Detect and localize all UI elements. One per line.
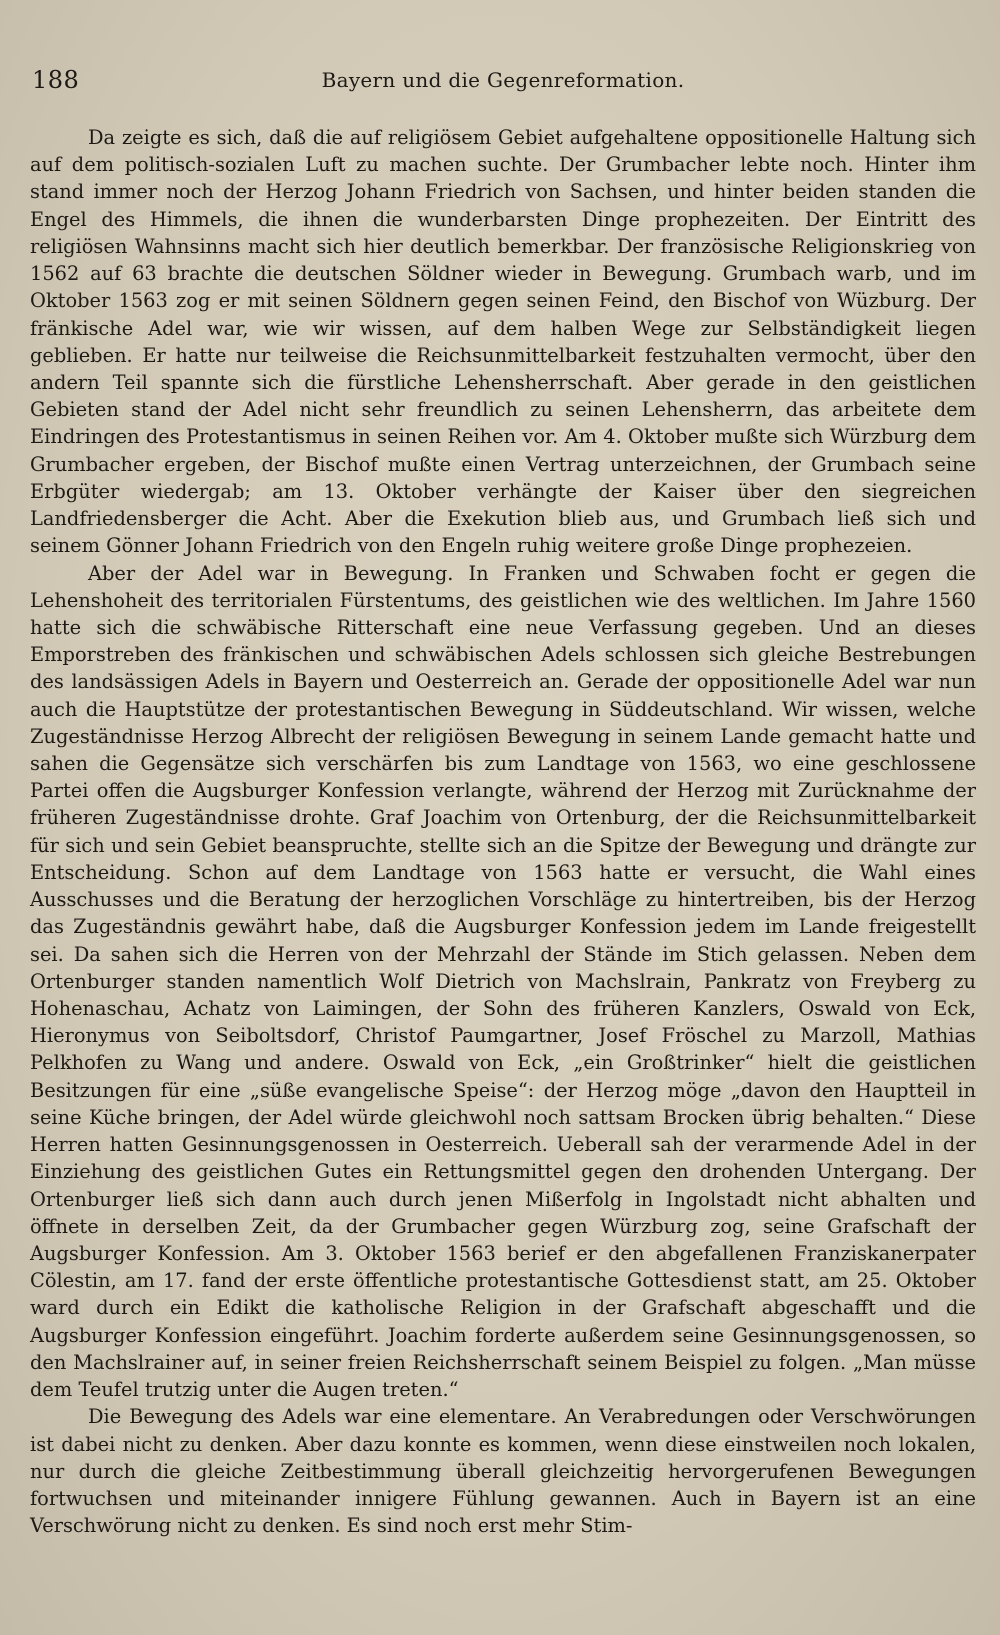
page-number: 188 [32, 66, 80, 94]
paragraph-1: Da zeigte es sich, daß die auf religiösem Gebiet aufgehaltene oppositionelle Haltung sich auf dem politisch-sozialen Luft zu machen suchte. Der Grumbacher lebte noch. Hinter ihm stand immer noch der Herzog Johann Friedrich von Sachsen, und hinter beiden standen die Engel des Himmels, die ihnen die wunderbarsten Dinge prophezeiten. Der Eintritt des religiösen Wahnsinns macht sich hier deutlich bemerkbar. Der französische Religionskrieg von 1562 auf 63 brachte die deutschen Söldner wieder in Bewegung. Grumbach warb, und im Oktober 1563 zog er mit seinen Söldnern gegen seinen Feind, den Bischof von Wüzburg. Der fränkische Adel war, wie wir wissen, auf dem halben Wege zur Selbständigkeit liegen geblieben. Er hatte nur teilweise die Reichsunmittelbarkeit festzuhalten vermocht, über den andern Teil spannte sich die fürstliche Lehensherrschaft. Aber gerade in den geistlichen Gebieten stand der Adel nicht sehr freundlich zu seinen Lehensherrn, das arbeitete dem Eindringen des Protestantismus in seinen Reihen vor. Am 4. Oktober mußte sich Würzburg dem Grumbacher ergeben, der Bischof mußte einen Vertrag unterzeichnen, der Grumbach seine Erbgüter wiedergab; am 13. Oktober verhängte der Kaiser über den siegreichen Landfriedensberger die Acht. Aber die Exekution blieb aus, und Grumbach ließ sich und seinem Gönner Johann Friedrich von den Engeln ruhig weitere große Dinge prophezeien. [30, 126, 976, 558]
paragraph-2: Aber der Adel war in Bewegung. In Franken und Schwaben focht er gegen die Lehenshoheit des territorialen Fürstentums, des geistlichen wie des weltlichen. Im Jahre 1560 hatte sich die schwäbische Ritterschaft eine neue Verfassung gegeben. Und an dieses Emporstreben des fränkischen und schwäbischen Adels schlossen sich gleiche Bestrebungen des landsässigen Adels in Bayern und Oesterreich an. Gerade der oppositionelle Adel war nun auch die Hauptstütze der protestantischen Bewegung in Süddeutschland. Wir wissen, welche Zugeständnisse Herzog Albrecht der religiösen Bewegung in seinem Lande gemacht hatte und sahen die Gegensätze sich verschärfen bis zum Landtage von 1563, wo eine geschlossene Partei offen die Augsburger Konfession verlangte, während der Herzog mit Zurücknahme der früheren Zugeständnisse drohte. Graf Joachim von Ortenburg, der die Reichsunmittelbarkeit für sich und sein Gebiet beanspruchte, stellte sich an die Spitze der Bewegung und drängte zur Entscheidung. Schon auf dem Landtage von 1563 hatte er versucht, die Wahl eines Ausschusses und die Beratung der herzoglichen Vorschläge zu hintertreiben, bis der Herzog das Zugeständnis gewährt habe, daß die Augsburger Konfession jedem im Lande freigestellt sei. Da sahen sich die Herren von der Mehrzahl der Stände im Stich gelassen. Neben dem Ortenburger standen namentlich Wolf Dietrich von Machslrain, Pankratz von Freyberg zu Hohenaschau, Achatz von Laimingen, der Sohn des früheren Kanzlers, Oswald von Eck, Hieronymus von Seiboltsdorf, Christof Paumgartner, Josef Fröschel zu Marzoll, Mathias Pelkhofen zu Wang und andere. Oswald von Eck, „ein Großtrinker“ hielt die geistlichen Besitzungen für eine „süße evangelische Speise“: der Herzog möge „davon den Hauptteil in seine Küche bringen, der Adel würde gleichwohl noch sattsam Brocken übrig behalten.“ Diese Herren hatten Gesinnungsgenossen in Oesterreich. Ueberall sah der verarmende Adel in der Einziehung des geistlichen Gutes ein Rettungsmittel gegen den drohenden Untergang. Der Ortenburger ließ sich dann auch durch jenen Mißerfolg in Ingolstadt nicht abhalten und öffnete in derselben Zeit, da der Grumbacher gegen Würzburg zog, seine Grafschaft der Augsburger Konfession. Am 3. Oktober 1563 berief er den abgefallenen Franziskanerpater Cölestin, am 17. fand der erste öffentliche protestantische Gottesdienst statt, am 25. Oktober ward durch ein Edikt die katholische Religion in der Grafschaft abgeschafft und die Augsburger Konfession eingeführt. Joachim forderte außerdem seine Gesinnungsgenossen, so den Machslrainer auf, in seiner freien Reichsherrschaft seinem Beispiel zu folgen. „Man müsse dem Teufel trutzig unter die Augen treten.“ [30, 561, 976, 1402]
page-header [30, 66, 976, 106]
body-text [30, 124, 976, 1539]
paragraph-3: Die Bewegung des Adels war eine elementare. An Verabredungen oder Verschwörungen ist dabei nicht zu denken. Aber dazu konnte es kommen, wenn diese einstweilen noch lokalen, nur durch die gleiche Zeitbestimmung überall gleichzeitig hervorgerufenen Bewegungen fortwuchsen und miteinander innigere Fühlung gewannen. Auch in Bayern ist an eine Verschwörung nicht zu denken. Es sind noch erst mehr Stim- [30, 1405, 976, 1538]
running-head: Bayern und die Gegenreformation. [321, 68, 685, 92]
